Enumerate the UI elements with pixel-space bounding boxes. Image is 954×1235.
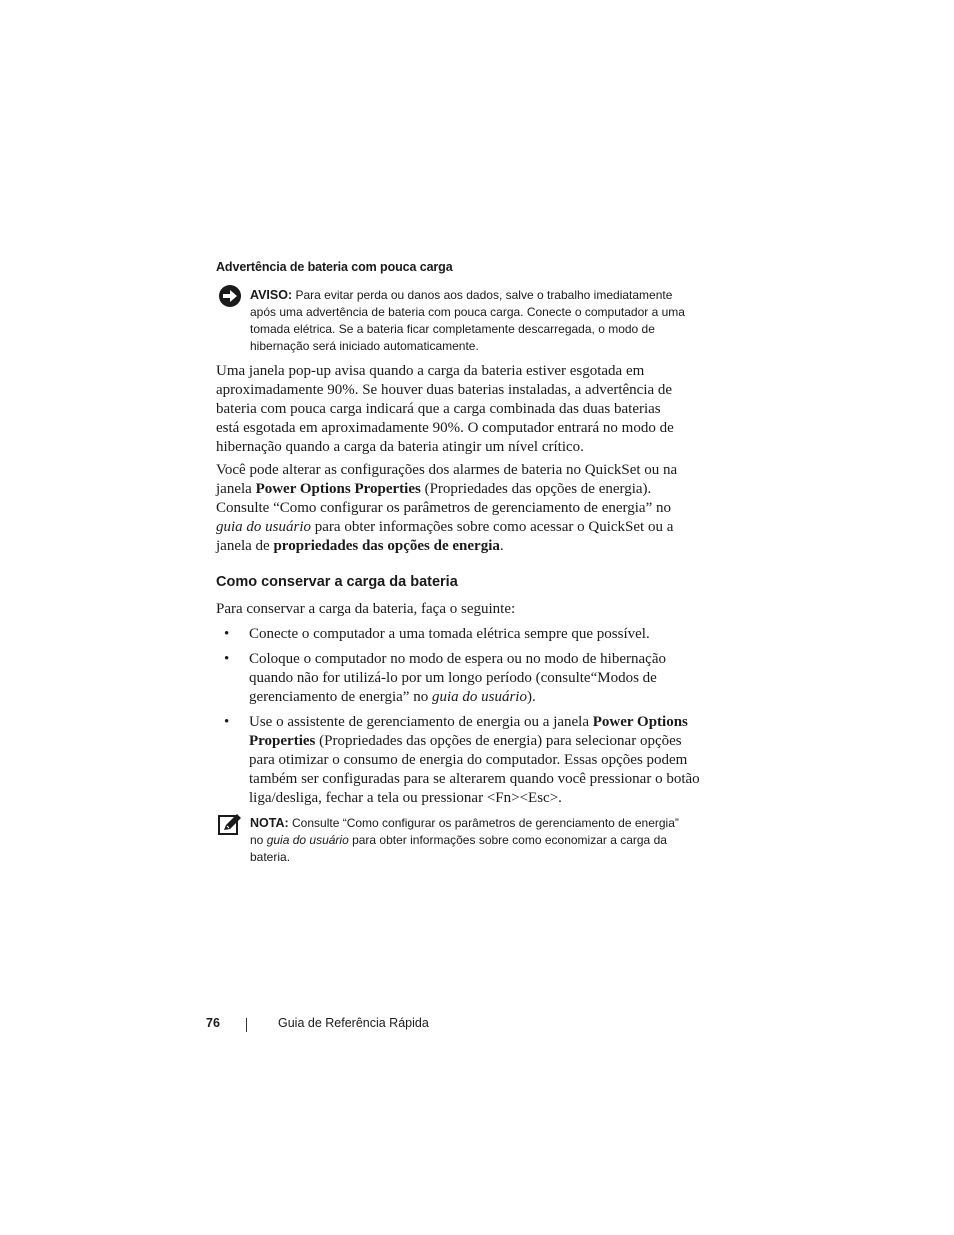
- intro-text: Para conservar a carga da bateria, faça o seguinte:: [216, 601, 516, 617]
- note-label: NOTA:: [250, 816, 289, 830]
- text-line: guia do usuário para obter informações sobre como acessar o QuickSet ou a: [216, 519, 674, 535]
- list-item-text: Conecte o computador a uma tomada elétrica sempre que possível.: [249, 626, 650, 642]
- subheading: Advertência de bateria com pouca carga: [216, 260, 453, 274]
- user-guide-ref: guia do usuário: [216, 519, 312, 535]
- text-line: Você pode alterar as configurações dos alarmes de bateria no QuickSet ou na: [216, 462, 678, 478]
- power-options-term: propriedades das opções de energia: [273, 538, 500, 554]
- properties-term: Properties: [249, 733, 316, 749]
- paragraph-low-battery: [216, 362, 716, 457]
- warning-label: AVISO:: [250, 288, 293, 302]
- text-line: hibernação quando a carga da bateria atingir um nível crítico.: [216, 439, 584, 455]
- text-line: Uma janela pop-up avisa quando a carga da bateria estiver esgotada em: [216, 363, 645, 379]
- bullet-icon: •: [224, 626, 230, 642]
- footer-title: Guia de Referência Rápida: [278, 1016, 429, 1030]
- warning-arrow-icon: [218, 284, 242, 308]
- page-number: 76: [206, 1016, 220, 1030]
- bullet-icon: •: [224, 714, 230, 730]
- warning-line: tomada elétrica. Se a bateria ficar completamente descarregada, o modo de: [250, 322, 655, 336]
- power-options-properties-term: Power Options Properties: [255, 481, 421, 497]
- user-guide-ref: guia do usuário: [431, 689, 527, 705]
- bullet-icon: •: [224, 651, 230, 667]
- text-line: aproximadamente 90%. Se houver duas baterias instaladas, a advertência de: [216, 382, 673, 398]
- list-item-text: Coloque o computador no modo de espera ou no modo de hibernação quando não for utilizá-lo por um longo período (consulte“Modos de gerenciamento de energia” no guia do usuário).: [249, 651, 666, 705]
- text-line: bateria com pouca carga indicará que a carga combinada das duas baterias: [216, 401, 661, 417]
- text-line: janela de propriedades das opções de energia.: [216, 538, 504, 554]
- paragraph-alarm-settings: [216, 461, 716, 556]
- user-guide-ref: guia do usuário: [266, 833, 349, 847]
- power-options-term: Power Options: [592, 714, 688, 730]
- list-item-text: Use o assistente de gerenciamento de energia ou a janela Power Options Properties (Propriedades das opções de energia) para selecionar opções para otimizar o consumo de energia do computador. Essas opções podem também ser configuradas para se alterarem quando você pressionar o botão liga/desliga, fechar a tela ou pressionar <Fn><Esc>.: [249, 714, 700, 806]
- warning-line: hibernação será iniciado automaticamente.: [250, 339, 479, 353]
- text-line: janela Power Options Properties (Propriedades das opções de energia).: [216, 481, 652, 497]
- text-line: está esgotada em aproximadamente 90%. O computador entrará no modo de: [216, 420, 674, 436]
- footer-divider: [246, 1018, 247, 1032]
- note-pencil-icon: [218, 813, 242, 837]
- warning-line: Para evitar perda ou danos aos dados, salve o trabalho imediatamente: [295, 288, 673, 302]
- text-line: Consulte “Como configurar os parâmetros de gerenciamento de energia” no: [216, 500, 671, 516]
- warning-line: após uma advertência de bateria com pouca carga. Conecte o computador a uma: [250, 305, 685, 319]
- section-title: Como conservar a carga da bateria: [216, 574, 458, 590]
